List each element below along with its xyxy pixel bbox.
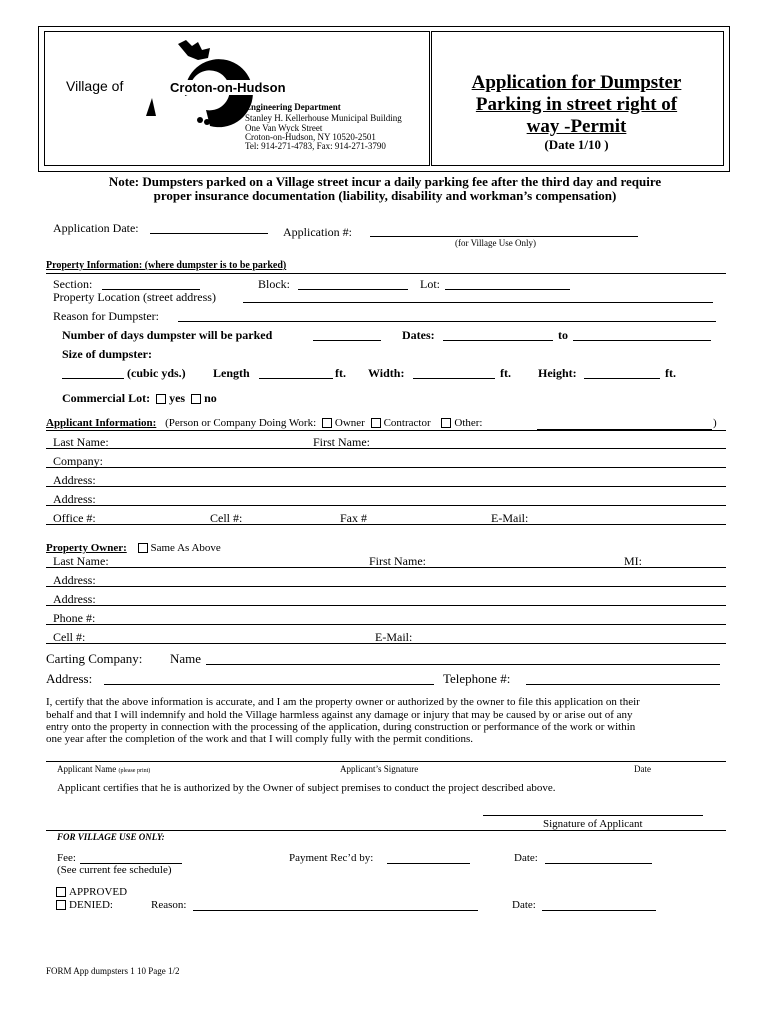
applicant-fax-label: Fax # [340, 511, 367, 525]
applicant-office-label: Office #: [53, 511, 96, 525]
village-use-note: (for Village Use Only) [455, 238, 537, 248]
applicant-person-label: (Person or Company Doing Work: [165, 417, 317, 429]
certify-line4: one year after the completion of the work and that I will comply fully with the permit conditions. [46, 733, 474, 745]
height-field[interactable] [584, 366, 660, 379]
carting-telephone-field[interactable] [526, 671, 720, 685]
commercial-lot-label: Commercial Lot: [62, 391, 151, 405]
applicant-name-print-note: (please print) [118, 768, 151, 774]
reason-village-field[interactable] [193, 898, 478, 911]
reason-label: Reason for Dumpster: [53, 309, 159, 323]
applicant-first-label: First Name: [313, 435, 370, 449]
dept-line2: One Van Wyck Street [245, 123, 323, 133]
applicant-name-field[interactable] [46, 435, 726, 449]
application-date-label: Application Date: [53, 221, 139, 235]
section-field[interactable] [102, 277, 200, 290]
authorized-statement: Applicant certifies that he is authorized by the Owner of subject premises to conduct the project described above. [57, 782, 556, 794]
application-number-field[interactable] [370, 224, 638, 237]
commercial-yes-checkbox[interactable] [156, 394, 166, 404]
width-unit: ft. [500, 366, 511, 380]
logo-croton: Croton-on-Hudson [170, 80, 286, 95]
signature-date-caption: Date [634, 764, 651, 774]
location-field[interactable] [243, 290, 713, 303]
applicant-company-field[interactable] [46, 454, 726, 468]
commercial-lot [62, 391, 217, 406]
note-line2: proper insurance documentation (liability, disability and workman’s compensation) [153, 188, 617, 203]
days-field[interactable] [313, 328, 381, 341]
owner-heading: Property Owner: [46, 542, 127, 554]
owner-phone-label: Phone #: [53, 611, 96, 625]
applicant-cell-label: Cell #: [210, 511, 243, 525]
applicant-name-caption [57, 764, 150, 774]
height-label: Height: [538, 366, 577, 380]
payment-received-label: Payment Rec’d by: [289, 852, 374, 864]
applicant-signature-caption: Applicant’s Signature [340, 764, 419, 774]
owner-address2-label: Address: [53, 592, 96, 606]
applicant-other-close: ) [713, 417, 717, 429]
certify-line1: I, certify that the above information is accurate, and I am the property owner or authorized by the owner to file this application on their [46, 696, 640, 708]
fee-field[interactable] [80, 851, 182, 864]
owner-last-label: Last Name: [53, 554, 109, 568]
owner-cell-email-field[interactable] [46, 630, 726, 644]
height-unit: ft. [665, 366, 676, 380]
owner-cell-label: Cell #: [53, 630, 86, 644]
commercial-yes-label: yes [169, 391, 186, 405]
reason-village-label: Reason: [151, 899, 187, 911]
owner-email-label: E-Mail: [375, 630, 413, 644]
applicant-heading: Applicant Information: [46, 417, 157, 429]
fee-label: Fee: [57, 852, 76, 864]
payment-date-field[interactable] [545, 851, 652, 864]
cubic-yards-label: (cubic yds.) [127, 366, 186, 380]
section-label: Section: [53, 277, 93, 291]
applicant-address2-field[interactable] [46, 492, 726, 506]
approved-checkbox[interactable] [56, 887, 66, 897]
size-label: Size of dumpster: [62, 347, 152, 361]
location-label: Property Location (street address) [53, 290, 216, 304]
carting-telephone-label: Telephone #: [443, 671, 511, 686]
dept-line4: Tel: 914-271-4783, Fax: 914-271-3790 [245, 141, 386, 151]
applicant-address2-label: Address: [53, 492, 96, 506]
owner-first-label: First Name: [369, 554, 426, 568]
village-use-heading: FOR VILLAGE USE ONLY: [57, 832, 165, 842]
days-label: Number of days dumpster will be parked [62, 328, 273, 342]
carting-name-field[interactable] [206, 651, 720, 665]
payment-received-field[interactable] [387, 851, 470, 864]
dates-to-label: to [558, 328, 568, 342]
width-field[interactable] [413, 366, 495, 379]
block-label: Block: [258, 277, 290, 291]
certify-line2: behalf and that I will indemnify and hold the Village harmless against any damage or injury that may be caused by or arise out of any [46, 709, 633, 721]
denied-checkbox[interactable] [56, 900, 66, 910]
owner-same-checkbox[interactable] [138, 543, 148, 553]
denied-date-label: Date: [512, 899, 536, 911]
length-label: Length [213, 366, 250, 380]
lot-field[interactable] [445, 277, 570, 290]
dates-label: Dates: [402, 328, 435, 342]
approved-row [53, 886, 127, 898]
form-footer: FORM App dumpsters 1 10 Page 1/2 [46, 966, 180, 976]
applicant-contact-field[interactable] [46, 511, 726, 525]
dates-to-field[interactable] [573, 328, 711, 341]
applicant-last-label: Last Name: [53, 435, 109, 449]
owner-same-label: Same As Above [150, 542, 221, 554]
signature-rule[interactable] [46, 761, 726, 762]
owner-name-field[interactable] [46, 554, 726, 568]
commercial-no-label: no [204, 391, 217, 405]
carting-name-label: Name [170, 651, 202, 666]
owner-heading-row [46, 542, 221, 554]
block-field[interactable] [298, 277, 408, 290]
applicant-contractor-label: Contractor [383, 417, 431, 429]
approved-label: APPROVED [69, 886, 128, 898]
carting-company-label: Carting Company: [46, 651, 143, 666]
applicant-other-label: Other: [454, 417, 483, 429]
dept-name: Engineering Department [245, 102, 341, 112]
applicant-company-label: Company: [53, 454, 103, 468]
applicant-heading-rule [46, 417, 726, 431]
denied-date-field[interactable] [542, 898, 656, 911]
title-line2: Parking in street right of [475, 94, 678, 115]
applicant-signature-line[interactable] [483, 815, 703, 816]
length-field[interactable] [259, 366, 333, 379]
carting-address-label: Address: [46, 671, 93, 686]
payment-date-label: Date: [514, 852, 538, 864]
dept-line3: Croton-on-Hudson, NY 10520-2501 [245, 132, 376, 142]
certify-line3: entry onto the property in connection with the processing of the application, during construction or performance of the work or within [46, 721, 636, 733]
applicant-name-label: Applicant Name [57, 764, 117, 774]
denied-label: DENIED: [69, 899, 113, 911]
signature-of-applicant-label: Signature of Applicant [543, 818, 643, 830]
owner-phone-field[interactable] [46, 611, 726, 625]
denied-row [53, 899, 113, 911]
title-line1: Application for Dumpster [471, 72, 682, 93]
owner-address2-field[interactable] [46, 592, 726, 606]
note-line1: Note: Dumpsters parked on a Village street incur a daily parking fee after the third day and require [108, 174, 662, 189]
applicant-owner-label: Owner [334, 417, 365, 429]
title-line3: way -Permit [526, 116, 627, 137]
cubic-yards-field[interactable] [62, 366, 124, 379]
applicant-address1-field[interactable] [46, 473, 726, 487]
applicant-address1-label: Address: [53, 473, 96, 487]
dept-line1: Stanley H. Kellerhouse Municipal Building [245, 113, 402, 123]
property-heading: Property Information: (where dumpster is to be parked) [46, 260, 287, 271]
commercial-no-checkbox[interactable] [191, 394, 201, 404]
carting-address-field[interactable] [104, 671, 434, 685]
reason-field[interactable] [178, 309, 716, 322]
form-date: (Date 1/10 ) [544, 137, 609, 152]
owner-address1-field[interactable] [46, 573, 726, 587]
logo-village-of: Village of [66, 78, 124, 94]
application-number-label: Application #: [283, 225, 352, 239]
application-date-field[interactable] [150, 221, 268, 234]
property-heading-rule [46, 260, 726, 274]
length-unit: ft. [335, 366, 346, 380]
width-label: Width: [368, 366, 405, 380]
owner-mi-label: MI: [624, 554, 642, 568]
lot-label: Lot: [420, 277, 440, 291]
dates-from-field[interactable] [443, 328, 553, 341]
fee-schedule-note: (See current fee schedule) [57, 864, 172, 876]
owner-address1-label: Address: [53, 573, 96, 587]
applicant-email-label: E-Mail: [491, 511, 529, 525]
village-use-rule [46, 830, 726, 831]
